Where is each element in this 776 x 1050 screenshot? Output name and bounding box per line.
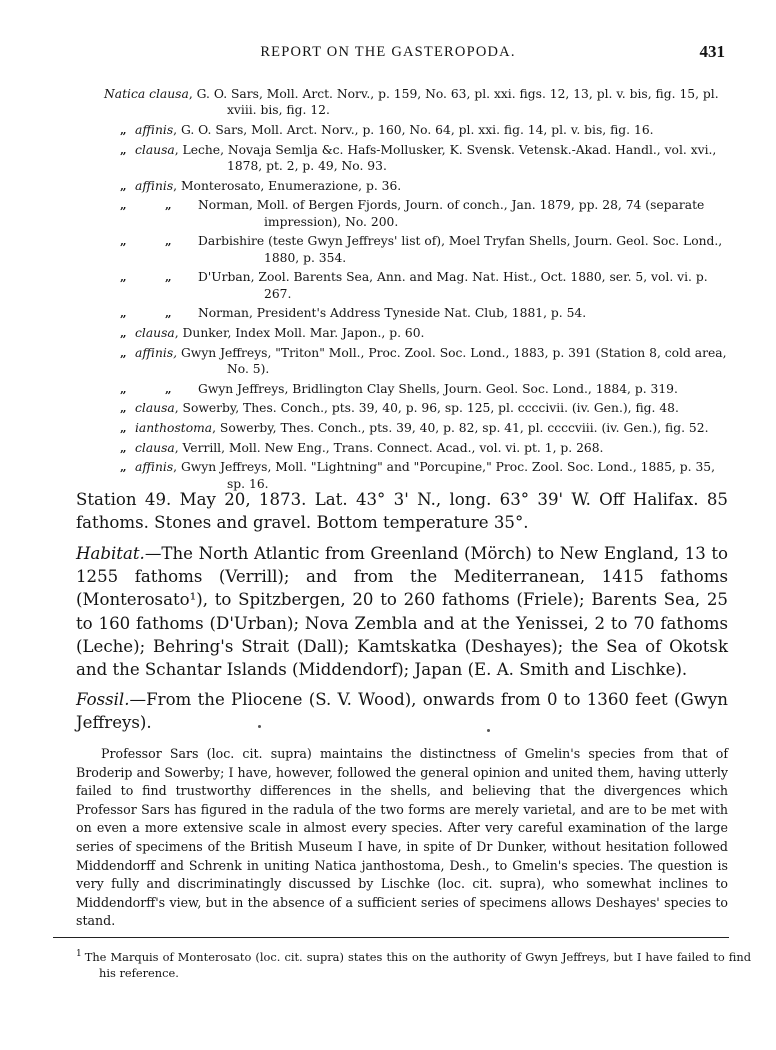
- footnote-mark: 1: [76, 949, 82, 959]
- synonymy-entry: „ „ Norman, President's Address Tyneside Nat. Club, 1881, p. 54.: [104, 305, 730, 321]
- footnote-rule: [53, 937, 729, 938]
- citation-text: , Dunker, Index Moll. Mar. Japon., p. 60.: [174, 325, 425, 340]
- species-name: affinis,: [135, 345, 178, 360]
- fossil-heading: Fossil.: [76, 690, 130, 709]
- print-speck: [258, 725, 261, 728]
- species-name: clausa: [135, 440, 175, 455]
- citation-text: Gwyn Jeffreys, Bridlington Clay Shells, Journ. Geol. Soc. Lond., 1884, p. 319.: [198, 381, 678, 396]
- synonymy-citation: [135, 420, 730, 436]
- synonymy-citation: [198, 197, 730, 230]
- ditto-mark: „: [120, 122, 127, 137]
- citation-text: , Sowerby, Thes. Conch., pts. 39, 40, p. 82, sp. 41, pl. ccccviii. (iv. Gen.), fig. 52.: [212, 421, 709, 436]
- footnote-text: The Marquis of Monterosato (loc. cit. supra) states this on the authority of Gwyn Jeffreys, but I have failed to find his reference.: [84, 949, 751, 980]
- synonymy-entry: „ „ D'Urban, Zool. Barents Sea, Ann. and Mag. Nat. Hist., Oct. 1880, ser. 5, vol. vi. p. 267.: [104, 269, 730, 302]
- citation-text: , G. O. Sars, Moll. Arct. Norv., p. 159, No. 63, pl. xxi. figs. 12, 13, pl. v. bis, fig. 15, pl. xviii. bis, fig. 12.: [188, 87, 719, 118]
- synonymy-citation: [135, 400, 730, 416]
- ditto-mark: „: [120, 345, 127, 360]
- synonymy-entry: [104, 325, 730, 341]
- ditto-mark: „: [120, 460, 127, 475]
- synonymy-citation: [198, 269, 730, 302]
- ditto-mark: „: [120, 401, 127, 416]
- citation-text: D'Urban, Zool. Barents Sea, Ann. and Mag. Nat. Hist., Oct. 1880, ser. 5, vol. vi. p. 267.: [198, 270, 708, 301]
- citation-text: Norman, President's Address Tyneside Nat. Club, 1881, p. 54.: [198, 306, 587, 321]
- print-speck: [487, 729, 490, 732]
- synonymy-entry: [104, 122, 730, 138]
- synonymy-entry: „ „ Norman, Moll. of Bergen Fjords, Journ. of conch., Jan. 1879, pp. 28, 74 (separate impression), No. 200.: [104, 197, 730, 230]
- citation-text: Darbishire (teste Gwyn Jeffreys' list of), Moel Tryfan Shells, Journ. Geol. Soc. Lond., 1880, p. 354.: [198, 234, 723, 265]
- habitat-text: —The North Atlantic from Greenland (Mörch) to New England, 13 to 1255 fathoms (Verrill); and from the Mediterranean, 1415 fathoms (Monterosato¹), to Spitzbergen, 20 to 260 fathoms (Friele); Barents Sea, 25 to 160 fathoms (D'Urban); Nova Zembla and at the Yenissei, 2 to 70 fathoms (Leche); Behring's Strait (Dall); Kamtskatka (Deshayes); the Sea of Okotsk and the Schantar Islands (Middendorf); Japan (E. A. Smith and Lischke).: [76, 544, 728, 680]
- synonymy-citation: [198, 233, 730, 266]
- species-name: ianthostoma: [135, 421, 213, 436]
- habitat-heading: Habitat.: [76, 544, 145, 563]
- citation-text: , Verrill, Moll. New Eng., Trans. Connect. Acad., vol. vi. pt. 1, p. 268.: [174, 440, 604, 455]
- synonymy-citation: [104, 86, 730, 119]
- ditto-mark: „: [120, 421, 127, 436]
- synonymy-entry: [104, 86, 730, 119]
- species-name: clausa: [135, 325, 175, 340]
- species-name: affinis: [135, 178, 174, 193]
- fossil-text: —From the Pliocene (S. V. Wood), onwards from 0 to 1360 feet (Gwyn Jeffreys).: [76, 690, 728, 733]
- synonymy-entry: [104, 420, 730, 436]
- station-paragraph: Station 49. May 20, 1873. Lat. 43° 3' N., long. 63° 39' W. Off Halifax. 85 fathoms. Stones and gravel. Bottom temperature 35°.: [76, 490, 728, 533]
- synonymy-citation: [135, 345, 730, 378]
- species-name: affinis: [135, 460, 174, 475]
- citation-text: , G. O. Sars, Moll. Arct. Norv., p. 160, No. 64, pl. xxi. fig. 14, pl. v. bis, fig. 16.: [173, 122, 654, 137]
- synonymy-entry: „ „ Darbishire (teste Gwyn Jeffreys' list of), Moel Tryfan Shells, Journ. Geol. Soc. Lond., 1880, p. 354.: [104, 233, 730, 266]
- synonymy-citation: [135, 178, 730, 194]
- footnote: [76, 946, 751, 981]
- synonymy-list: [104, 86, 730, 495]
- synonymy-entry: [104, 142, 730, 175]
- synonymy-citation: [198, 305, 730, 321]
- synonymy-citation: [135, 325, 730, 341]
- page-number: 431: [699, 42, 725, 61]
- citation-text: , Leche, Novaja Semlja &c. Hafs-Mollusker, K. Svensk. Vetensk.-Akad. Handl., vol. xvi., 1878, pt. 2, p. 49, No. 93.: [174, 142, 717, 173]
- ditto-mark: „: [120, 440, 127, 455]
- running-title: REPORT ON THE GASTEROPODA.: [260, 44, 516, 60]
- fossil-paragraph: [76, 688, 728, 734]
- species-name: Natica clausa: [104, 87, 189, 101]
- discussion-paragraph: Professor Sars (loc. cit. supra) maintains the distinctness of Gmelin's species from that of Broderip and Sowerby; I have, however, followed the general opinion and united them, having utterly failed to find trustworthy differences in the shells, and believing that the divergences which Professor Sars has figured in the radula of the two forms are merely varietal, and are to be met with on even a more extensive scale in almost every species. After very careful examination of the large series of specimens of the British Museum I have, in spite of Dr Dunker, without hesitation followed Middendorff and Schrenk in uniting Natica janthostoma, Desh., to Gmelin's species. The question is very fully and discriminatingly discussed by Lischke (loc. cit. supra), who somewhat inclines to Middendorff's view, but in the absence of a sufficient series of specimens allows Deshayes' species to stand.: [76, 746, 728, 929]
- ditto-mark: „: [120, 178, 127, 193]
- citation-text: Gwyn Jeffreys, "Triton" Moll., Proc. Zool. Soc. Lond., 1883, p. 391 (Station 8, cold area, No. 5).: [177, 345, 727, 376]
- ditto-mark: „: [120, 325, 127, 340]
- page-header: [0, 44, 776, 66]
- synonymy-citation: [198, 381, 730, 397]
- citation-text: , Gwyn Jeffreys, Moll. "Lightning" and "Porcupine," Proc. Zool. Soc. Lond., 1885, p. 35, sp. 16.: [173, 460, 715, 491]
- synonymy-citation: [135, 122, 730, 138]
- species-name: clausa: [135, 401, 175, 416]
- synonymy-citation: [135, 440, 730, 456]
- species-name: affinis: [135, 122, 174, 137]
- citation-text: Norman, Moll. of Bergen Fjords, Journ. of conch., Jan. 1879, pp. 28, 74 (separate impression), No. 200.: [198, 198, 705, 229]
- synonymy-entry: „ „ Gwyn Jeffreys, Bridlington Clay Shells, Journ. Geol. Soc. Lond., 1884, p. 319.: [104, 381, 730, 397]
- habitat-paragraph: [76, 542, 728, 681]
- synonymy-entry: [104, 345, 730, 378]
- citation-text: , Sowerby, Thes. Conch., pts. 39, 40, p. 96, sp. 125, pl. ccccivii. (iv. Gen.), fig. 48.: [174, 401, 679, 416]
- species-name: clausa: [135, 142, 175, 157]
- synonymy-entry: [104, 400, 730, 416]
- synonymy-entry: [104, 178, 730, 194]
- synonymy-citation: [135, 142, 730, 175]
- ditto-mark: „: [120, 142, 127, 157]
- citation-text: , Monterosato, Enumerazione, p. 36.: [173, 178, 402, 193]
- synonymy-entry: [104, 440, 730, 456]
